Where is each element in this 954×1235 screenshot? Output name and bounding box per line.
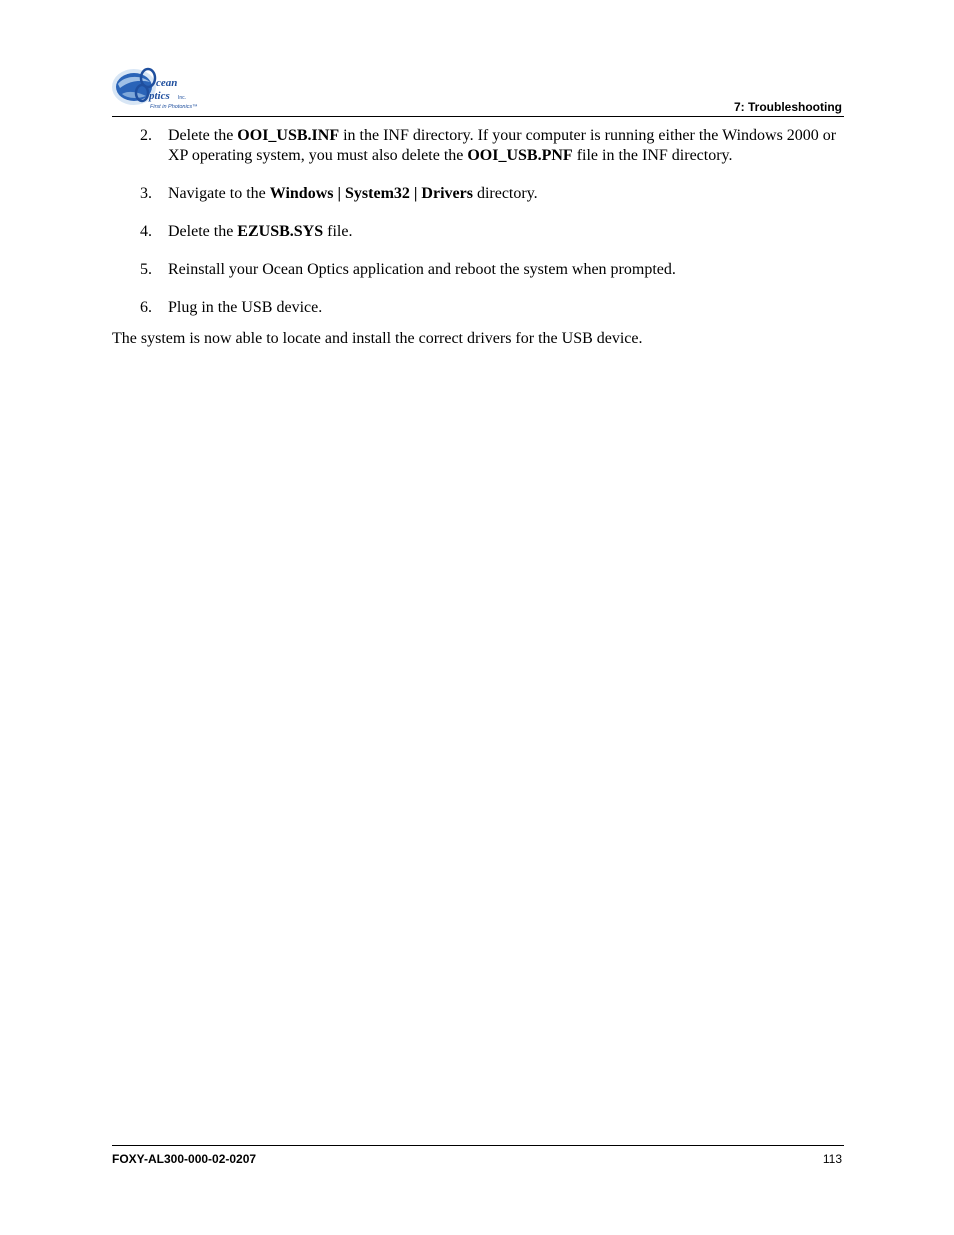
step-number: 2.	[140, 127, 152, 144]
steps-list	[112, 126, 844, 318]
chapter-title: 7: Troubleshooting	[734, 100, 842, 114]
list-item	[112, 126, 844, 166]
step-text: Delete the OOI_USB.INF in the INF directory. If your computer is running either the Windows 2000 or XP operating system, you must also delete the OOI_USB.PNF file in the INF directory.	[168, 127, 837, 164]
step-text: Delete the EZUSB.SYS file.	[168, 223, 353, 240]
svg-text:cean: cean	[156, 77, 178, 89]
list-item	[112, 260, 844, 280]
list-item	[112, 184, 844, 204]
list-item	[112, 298, 844, 318]
page-number: 113	[822, 1152, 842, 1166]
step-number: 5.	[140, 261, 152, 278]
footer-rule	[112, 1145, 844, 1146]
svg-text:ptics: ptics	[149, 90, 170, 102]
closing-paragraph: The system is now able to locate and install the correct drivers for the USB device.	[112, 330, 643, 347]
step-text: Reinstall your Ocean Optics application and reboot the system when prompted.	[168, 261, 676, 278]
page-body	[112, 126, 844, 349]
svg-text:Inc.: Inc.	[178, 95, 187, 101]
step-number: 4.	[140, 223, 152, 240]
step-text: Navigate to the Windows | System32 | Drivers directory.	[168, 185, 538, 202]
header-rule	[112, 116, 844, 117]
svg-text:First in Photonics™: First in Photonics™	[150, 104, 198, 110]
step-number: 6.	[140, 299, 152, 316]
document-id: FOXY-AL300-000-02-0207	[112, 1152, 257, 1166]
step-text: Plug in the USB device.	[168, 299, 323, 316]
step-number: 3.	[140, 185, 152, 202]
ocean-optics-logo	[110, 66, 226, 112]
list-item	[112, 222, 844, 242]
